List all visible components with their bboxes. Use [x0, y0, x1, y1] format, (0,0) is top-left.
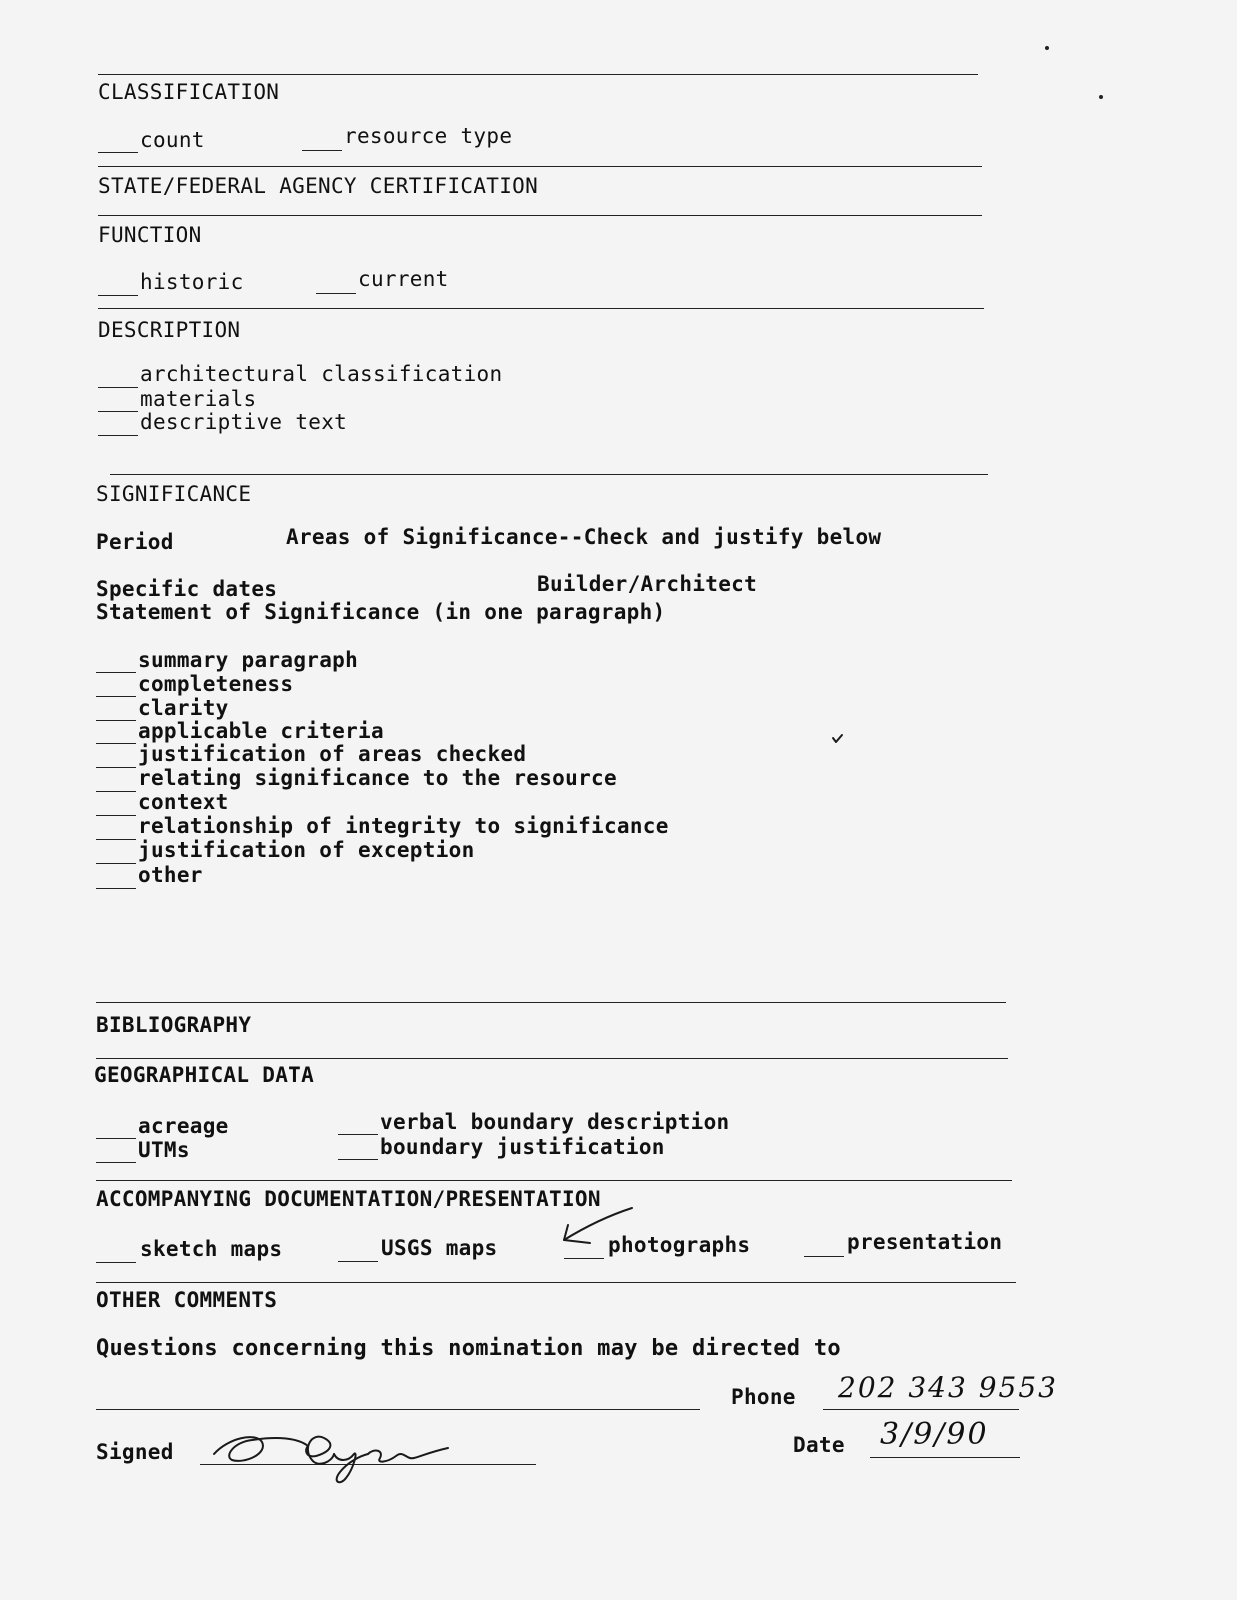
section-rule	[96, 1180, 1012, 1181]
item-materials: materials	[140, 387, 257, 411]
areas-label: Areas of Significance--Check and justify below	[286, 525, 882, 549]
item-presentation: presentation	[847, 1230, 1003, 1254]
checkbox-blank[interactable]	[338, 1134, 378, 1135]
scan-speck	[1099, 95, 1103, 99]
section-heading-significance: SIGNIFICANCE	[96, 482, 252, 506]
checkbox-blank[interactable]	[96, 791, 136, 792]
item-justification-exception: justification of exception	[138, 838, 475, 862]
phone-line[interactable]	[823, 1409, 1019, 1410]
item-clarity: clarity	[138, 696, 229, 720]
checkbox-blank[interactable]	[316, 293, 356, 294]
section-heading-classification: CLASSIFICATION	[98, 80, 280, 104]
section-rule	[98, 166, 982, 167]
item-summary-paragraph: summary paragraph	[138, 648, 359, 672]
checkbox-blank[interactable]	[96, 672, 136, 673]
item-count: count	[140, 128, 205, 152]
checkbox-blank[interactable]	[98, 411, 138, 412]
checkbox-blank[interactable]	[96, 1162, 136, 1163]
item-photographs: photographs	[608, 1233, 751, 1257]
handwritten-signature	[208, 1428, 458, 1484]
item-verbal-boundary: verbal boundary description	[380, 1110, 730, 1134]
section-heading-geographical: GEOGRAPHICAL DATA	[94, 1063, 315, 1087]
item-historic: historic	[140, 270, 244, 294]
section-heading-description: DESCRIPTION	[98, 318, 241, 342]
checkbox-blank[interactable]	[338, 1159, 378, 1160]
date-value-handwritten: 3/9/90	[880, 1417, 989, 1452]
item-sketch-maps: sketch maps	[140, 1237, 283, 1261]
item-other: other	[138, 863, 203, 887]
checkbox-blank[interactable]	[338, 1261, 378, 1262]
checkbox-blank[interactable]	[96, 696, 136, 697]
item-architectural-classification: architectural classification	[140, 362, 503, 386]
section-rule	[96, 1002, 1006, 1003]
item-applicable-criteria: applicable criteria	[138, 719, 384, 743]
item-usgs-maps: USGS maps	[381, 1236, 498, 1260]
item-resource-type: resource type	[344, 124, 513, 148]
checkbox-blank[interactable]	[96, 839, 136, 840]
section-heading-certification: STATE/FEDERAL AGENCY CERTIFICATION	[98, 174, 539, 198]
item-relating-significance: relating significance to the resource	[138, 766, 617, 790]
item-completeness: completeness	[138, 672, 294, 696]
checkbox-blank[interactable]	[96, 888, 136, 889]
checkbox-blank[interactable]	[96, 1262, 136, 1263]
stray-check-mark	[832, 734, 844, 744]
phone-value-handwritten: 202 343 9553	[838, 1371, 1058, 1404]
section-heading-accompanying: ACCOMPANYING DOCUMENTATION/PRESENTATION	[96, 1187, 601, 1211]
item-acreage: acreage	[138, 1114, 229, 1138]
signed-label: Signed	[96, 1440, 174, 1464]
checkbox-blank[interactable]	[98, 152, 138, 153]
section-rule	[98, 308, 984, 309]
checkbox-blank[interactable]	[96, 815, 136, 816]
specific-dates-label: Specific dates	[96, 577, 278, 601]
checkbox-blank[interactable]	[804, 1256, 844, 1257]
checkbox-blank[interactable]	[98, 387, 138, 388]
checkbox-blank[interactable]	[96, 863, 136, 864]
item-utms: UTMs	[138, 1138, 190, 1162]
section-rule	[98, 215, 982, 216]
section-heading-other-comments: OTHER COMMENTS	[96, 1288, 278, 1312]
checkbox-blank-photographs[interactable]	[564, 1258, 604, 1259]
section-rule	[110, 474, 988, 475]
questions-text: Questions concerning this nomination may be directed to	[96, 1336, 841, 1361]
item-context: context	[138, 790, 229, 814]
item-current: current	[358, 267, 449, 291]
scan-speck	[1045, 46, 1049, 50]
item-justification-areas: justification of areas checked	[138, 742, 527, 766]
phone-label: Phone	[731, 1385, 796, 1409]
period-label: Period	[96, 530, 174, 554]
item-boundary-justification: boundary justification	[380, 1135, 665, 1159]
statement-label: Statement of Significance (in one paragraph)	[96, 600, 666, 624]
checkbox-blank[interactable]	[96, 767, 136, 768]
date-label: Date	[793, 1433, 845, 1457]
section-heading-function: FUNCTION	[98, 223, 202, 247]
section-rule	[98, 74, 978, 75]
checkbox-blank[interactable]	[302, 150, 342, 151]
contact-name-line[interactable]	[96, 1409, 700, 1410]
checkbox-blank[interactable]	[98, 295, 138, 296]
item-descriptive-text: descriptive text	[140, 410, 348, 434]
checkbox-blank[interactable]	[96, 720, 136, 721]
date-line[interactable]	[870, 1457, 1020, 1458]
checkbox-blank[interactable]	[96, 1138, 136, 1139]
checkbox-blank[interactable]	[96, 743, 136, 744]
builder-architect-label: Builder/Architect	[537, 572, 758, 596]
checkbox-blank[interactable]	[98, 435, 138, 436]
section-heading-bibliography: BIBLIOGRAPHY	[96, 1013, 252, 1037]
item-integrity-significance: relationship of integrity to significance	[138, 814, 669, 838]
section-rule	[96, 1282, 1016, 1283]
section-rule	[96, 1058, 1008, 1059]
